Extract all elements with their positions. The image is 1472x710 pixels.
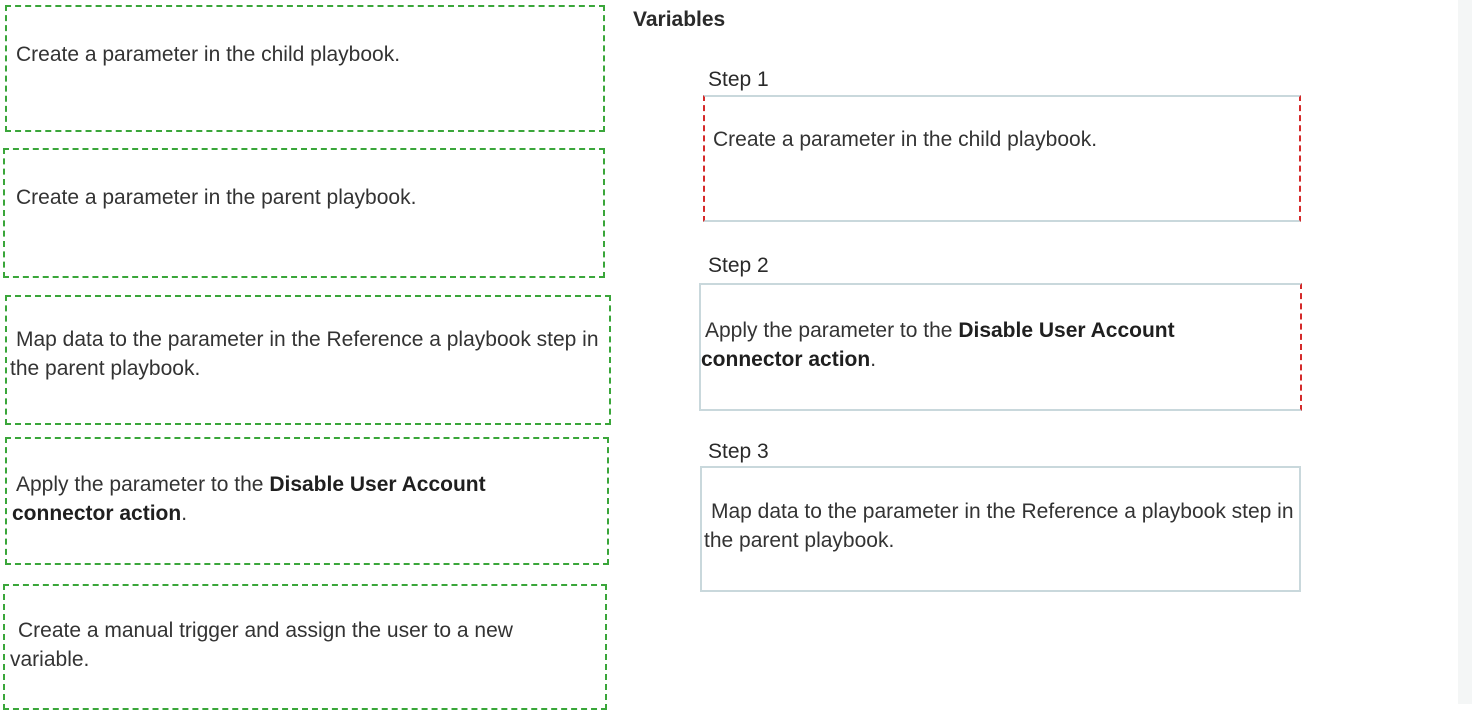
step-2-slot-text — [701, 316, 1261, 374]
option-card-5-text: Create a manual trigger and assign the user to a new variable. — [10, 619, 513, 671]
option-card-4-text — [12, 470, 572, 528]
option-card-4-text-prefix: Apply the parameter to the — [16, 473, 270, 496]
step-2-drop-slot[interactable] — [699, 283, 1302, 411]
option-card-2[interactable] — [3, 148, 605, 278]
step-1-label: Step 1 — [708, 68, 769, 91]
answer-area-title: Variables — [633, 8, 726, 31]
step-1-slot-text: Create a parameter in the child playbook. — [713, 128, 1098, 151]
option-card-3-text: Map data to the parameter in the Reference a playbook step in the parent playbook. — [10, 328, 599, 380]
option-card-4[interactable] — [5, 437, 609, 565]
option-card-1[interactable] — [5, 5, 605, 132]
step-3-label: Step 3 — [708, 440, 769, 463]
option-card-3[interactable] — [5, 295, 611, 425]
step-3-drop-slot[interactable] — [700, 466, 1301, 592]
option-card-4-text-suffix: . — [181, 502, 188, 525]
option-card-5[interactable] — [3, 584, 607, 710]
step-2-text-prefix: Apply the parameter to the — [705, 319, 959, 342]
option-card-1-text: Create a parameter in the child playbook. — [16, 43, 401, 66]
step-3-slot-text: Map data to the parameter in the Reference a playbook step in the parent playbook. — [704, 500, 1294, 552]
step-2-label: Step 2 — [708, 254, 769, 277]
option-card-4-text-bold: Disable User Account connector action — [12, 473, 486, 525]
right-edge-strip — [1458, 0, 1472, 704]
step-2-text-suffix: . — [870, 348, 877, 371]
step-2-text-bold: Disable User Account connector action — [701, 319, 1175, 371]
step-1-drop-slot[interactable] — [703, 95, 1301, 222]
option-card-2-text: Create a parameter in the parent playbook. — [16, 186, 417, 209]
